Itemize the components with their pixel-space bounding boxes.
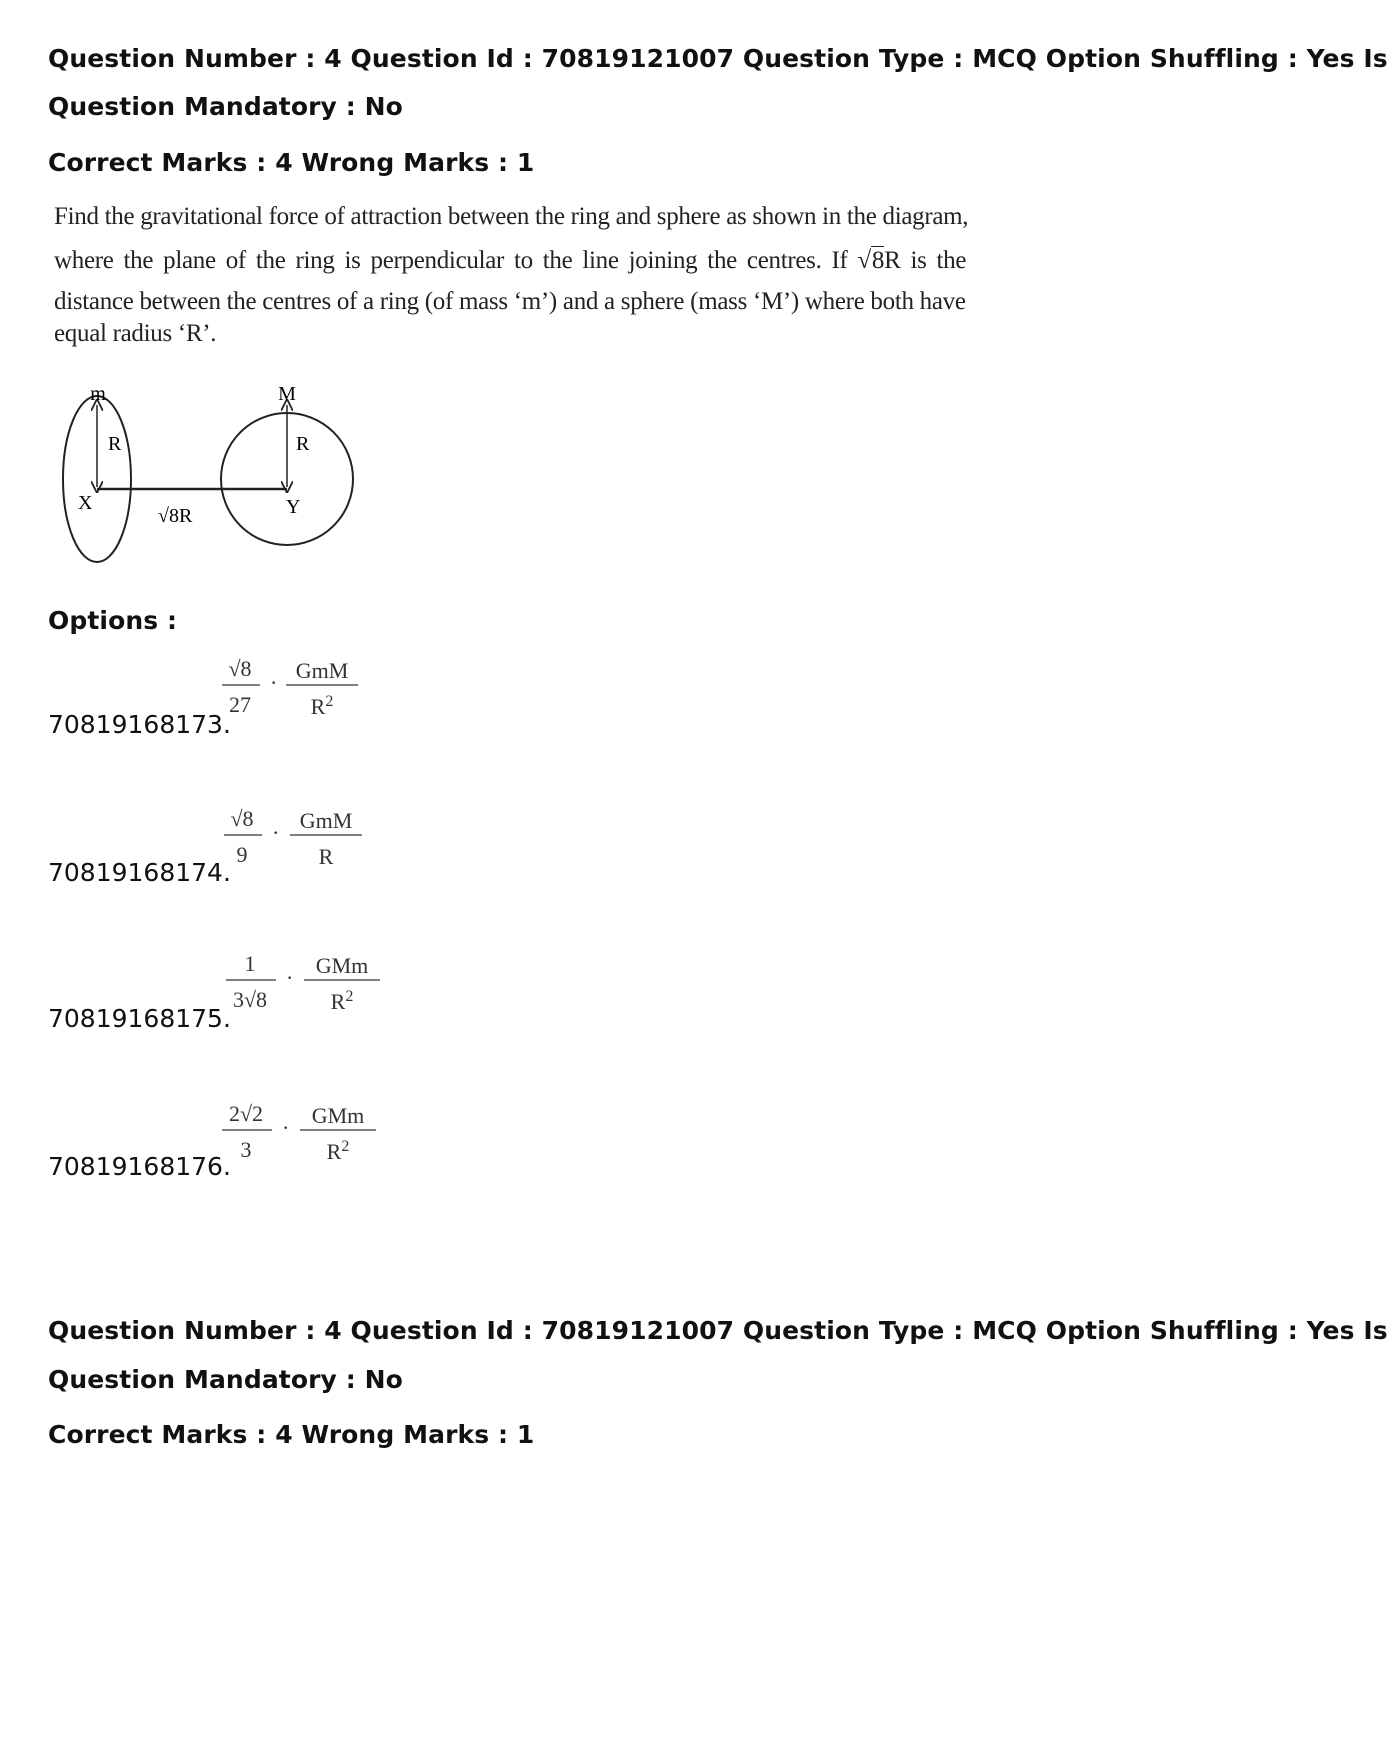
question-text-line-4: equal radius ‘R’. [54, 320, 217, 347]
formula-numerator-1: √8 [228, 656, 252, 681]
formula-denominator-2: $R^2$ [330, 988, 354, 1014]
option-id[interactable]: 70819168174. [48, 858, 231, 887]
question-mandatory-line: Question Mandatory : No [48, 92, 403, 121]
question-marks-line: Correct Marks : 4 Wrong Marks : 1 [48, 148, 535, 177]
label-m: m [90, 383, 106, 405]
question-text-line-2-part-a: where the plane of the ring is perpendicular to the line joining the centres. If [54, 247, 858, 274]
label-R-sphere: R [296, 433, 310, 455]
question-text-line-2-part-b: R is the [884, 247, 967, 274]
option-formula [218, 1095, 398, 1175]
formula-denominator-1: 27 [229, 692, 251, 717]
option-id[interactable]: 70819168175. [48, 1004, 231, 1033]
option-formula [218, 650, 388, 730]
option-formula [218, 800, 388, 880]
question-text-line-3: distance between the centres of a ring (of mass ‘m’) and a sphere (mass ‘M’) where both have [54, 288, 966, 315]
question-header-line: Question Number : 4 Question Id : 70819121007 Question Type : MCQ Option Shuffling : Yes Is [48, 1316, 1388, 1345]
formula-denominator-2: $R^2$ [310, 693, 334, 719]
dot-operator: · [270, 670, 278, 695]
formula-numerator-1: 1 [244, 951, 256, 976]
label-R-ring: R [108, 433, 122, 455]
formula-numerator-1: 2√2 [228, 1101, 264, 1126]
question-header-line: Question Number : 4 Question Id : 70819121007 Question Type : MCQ Option Shuffling : Yes Is [48, 44, 1388, 73]
question-marks-line: Correct Marks : 4 Wrong Marks : 1 [48, 1420, 535, 1449]
formula-numerator-2: GMm [311, 1103, 365, 1128]
label-M: M [278, 383, 296, 405]
sqrt-radicand: 8 [871, 247, 885, 274]
dot-operator: · [282, 1115, 290, 1140]
formula-numerator-1: √8 [230, 806, 254, 831]
question-mandatory-line: Question Mandatory : No [48, 1365, 403, 1394]
label-Y: Y [286, 496, 301, 518]
ring-sphere-diagram [50, 380, 370, 580]
option-id[interactable]: 70819168173. [48, 710, 231, 739]
dot-operator: · [272, 820, 280, 845]
formula-denominator-1: 9 [236, 842, 248, 867]
question-text-line-2: where the plane of the ring is perpendicular to the line joining the centres. If √8R is the [54, 247, 967, 274]
option-formula [218, 945, 398, 1025]
formula-denominator-1: 3 [240, 1137, 252, 1162]
question-text-line-1: Find the gravitational force of attraction between the ring and sphere as shown in the diagram, [54, 203, 969, 230]
formula-numerator-2: GMm [315, 953, 369, 978]
label-distance: √8R [158, 505, 193, 527]
formula-denominator-2: $R^2$ [326, 1138, 350, 1164]
label-X: X [78, 492, 93, 514]
option-id[interactable]: 70819168176. [48, 1152, 231, 1181]
formula-numerator-2: GmM [295, 658, 349, 683]
options-heading: Options : [48, 606, 178, 635]
dot-operator: · [286, 965, 294, 990]
formula-numerator-2: GmM [299, 808, 353, 833]
formula-denominator-2: R [318, 844, 334, 869]
formula-denominator-1: 3√8 [232, 987, 268, 1012]
